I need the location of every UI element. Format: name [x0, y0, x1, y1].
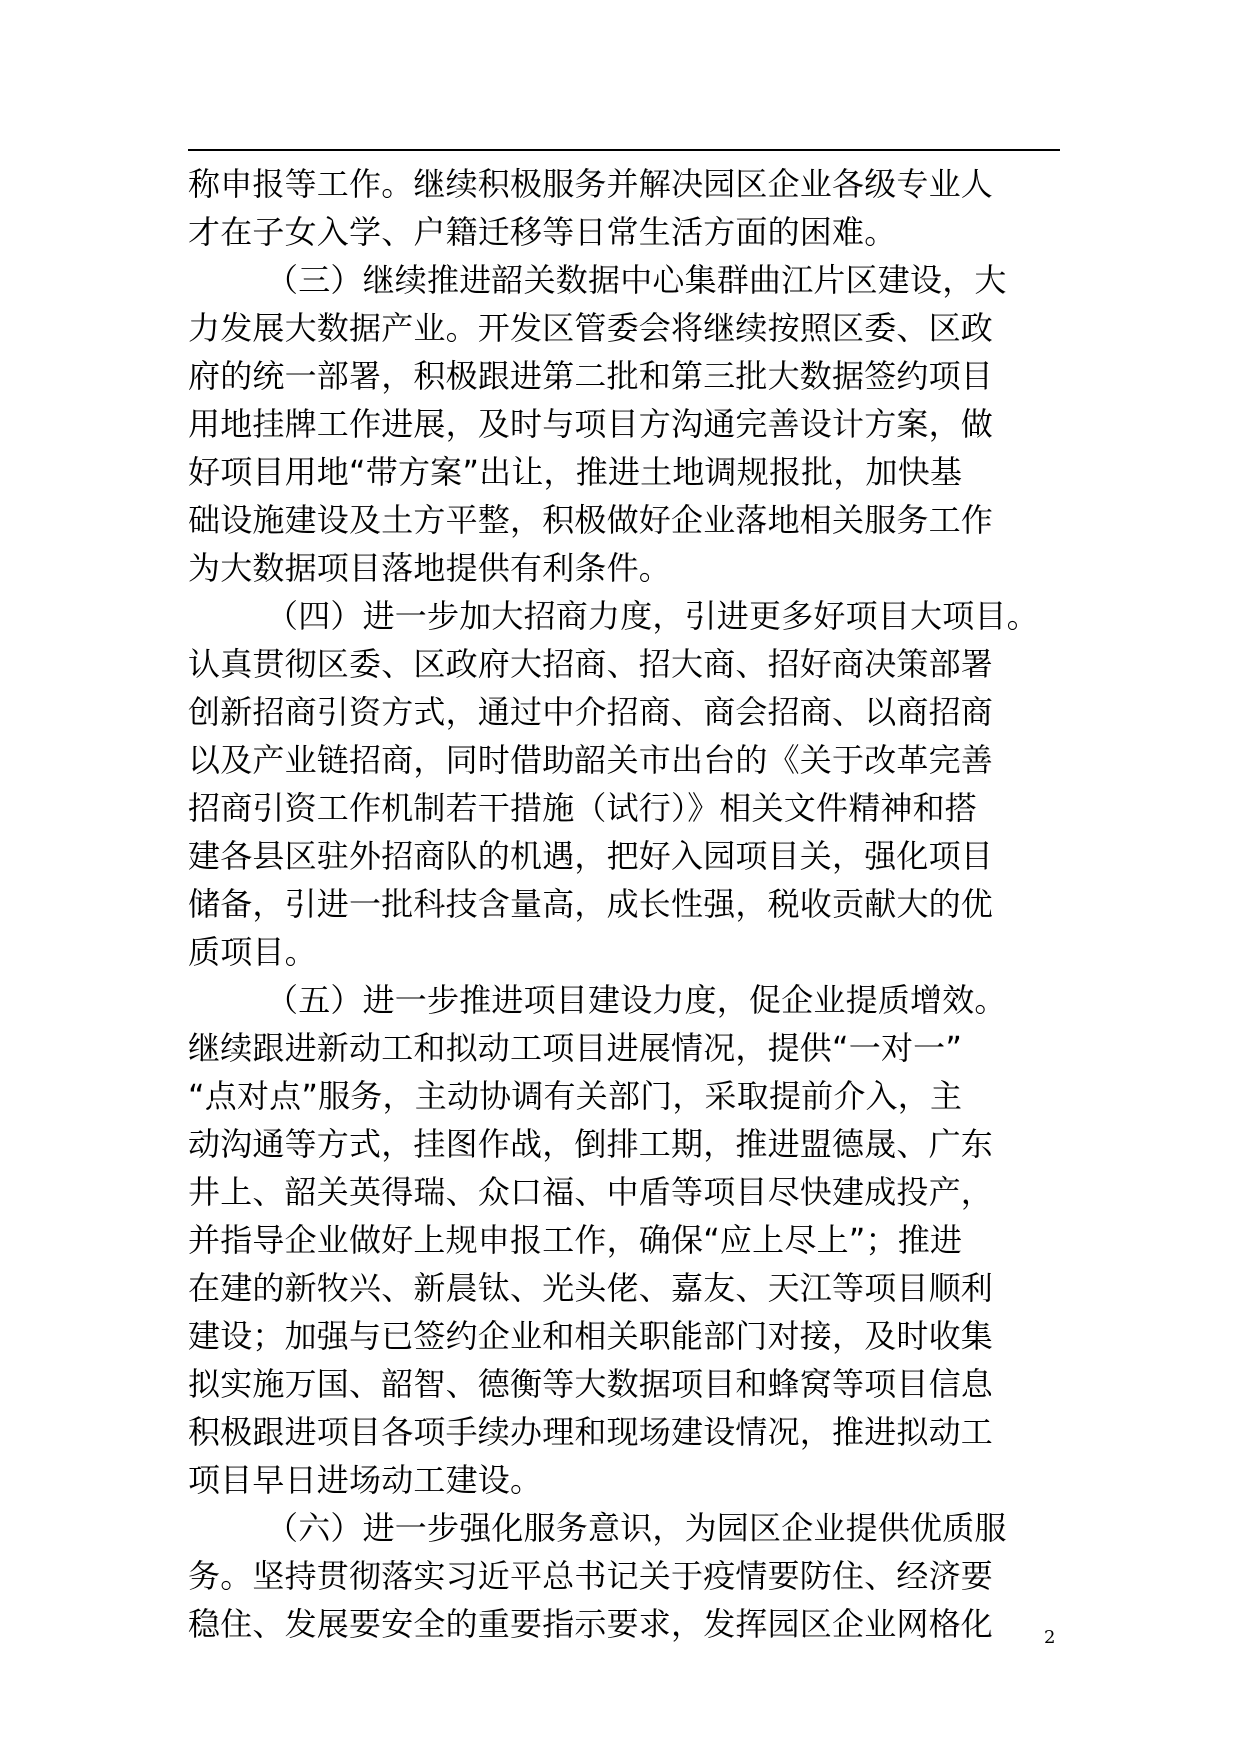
paragraph-section-5 [188, 976, 1068, 1504]
section-heading-line: （三）继续推进韶关数据中心集群曲江片区建设，大 [266, 261, 1007, 299]
section-heading-line: （五）进一步推进项目建设力度，促企业提质增效。 [266, 981, 1007, 1019]
text-line: “点对点”服务，主动协调有关部门，采取提前介入，主 [188, 1077, 963, 1115]
text-line: 并指导企业做好上规申报工作，确保“应上尽上”；推进 [188, 1221, 963, 1259]
text-line: 务。坚持贯彻落实习近平总书记关于疫情要防住、经济要 [188, 1557, 994, 1595]
text-line: 好项目用地“带方案”出让，推进土地调规报批，加快基 [188, 453, 963, 491]
text-line: 项目早日进场动工建设。 [188, 1461, 543, 1499]
text-line: 质项目。 [188, 933, 317, 971]
text-line: 招商引资工作机制若干措施（试行）》相关文件精神和搭 [188, 789, 978, 827]
text-line: 称申报等工作。继续积极服务并解决园区企业各级专业人 [188, 165, 994, 203]
text-line: 建各县区驻外招商队的机遇，把好入园项目关，强化项目 [188, 837, 994, 875]
paragraph-section-3 [188, 256, 1068, 592]
text-line: 井上、韶关英得瑞、众口福、中盾等项目尽快建成投产， [188, 1173, 994, 1211]
text-line: 稳住、发展要安全的重要指示要求，发挥园区企业网格化 [188, 1605, 994, 1643]
document-body [188, 160, 1068, 1648]
text-line: 继续跟进新动工和拟动工项目进展情况，提供“一对一” [188, 1029, 963, 1067]
text-line: 在建的新牧兴、新晨钛、光头佬、嘉友、天江等项目顺利 [188, 1269, 994, 1307]
page-number: 2 [1044, 1627, 1056, 1648]
header-rule [188, 149, 1060, 151]
paragraph-section-4 [188, 592, 1068, 976]
text-line: 建设；加强与已签约企业和相关职能部门对接，及时收集 [188, 1317, 994, 1355]
section-heading-line: （四）进一步加大招商力度，引进更多好项目大项目。 [266, 597, 1039, 635]
text-line: 以及产业链招商，同时借助韶关市出台的《关于改革完善 [188, 741, 994, 779]
text-line: 积极跟进项目各项手续办理和现场建设情况，推进拟动工 [188, 1413, 994, 1451]
text-line: 动沟通等方式，挂图作战，倒排工期，推进盟德晟、广东 [188, 1125, 994, 1163]
text-line: 为大数据项目落地提供有利条件。 [188, 549, 672, 587]
section-heading-line: （六）进一步强化服务意识，为园区企业提供优质服 [266, 1509, 1007, 1547]
text-line: 府的统一部署，积极跟进第二批和第三批大数据签约项目 [188, 357, 994, 395]
text-line: 创新招商引资方式，通过中介招商、商会招商、以商招商 [188, 693, 994, 731]
text-line: 础设施建设及土方平整，积极做好企业落地相关服务工作 [188, 501, 994, 539]
text-line: 力发展大数据产业。开发区管委会将继续按照区委、区政 [188, 309, 994, 347]
text-line: 储备，引进一批科技含量高，成长性强，税收贡献大的优 [188, 885, 994, 923]
text-line: 拟实施万国、韶智、德衡等大数据项目和蜂窝等项目信息 [188, 1365, 994, 1403]
text-line: 才在子女入学、户籍迁移等日常生活方面的困难。 [188, 213, 897, 251]
text-line: 用地挂牌工作进展，及时与项目方沟通完善设计方案，做 [188, 405, 994, 443]
text-line: 认真贯彻区委、区政府大招商、招大商、招好商决策部署 [188, 645, 994, 683]
paragraph-section-6 [188, 1504, 1068, 1648]
paragraph-continuation [188, 160, 1068, 256]
